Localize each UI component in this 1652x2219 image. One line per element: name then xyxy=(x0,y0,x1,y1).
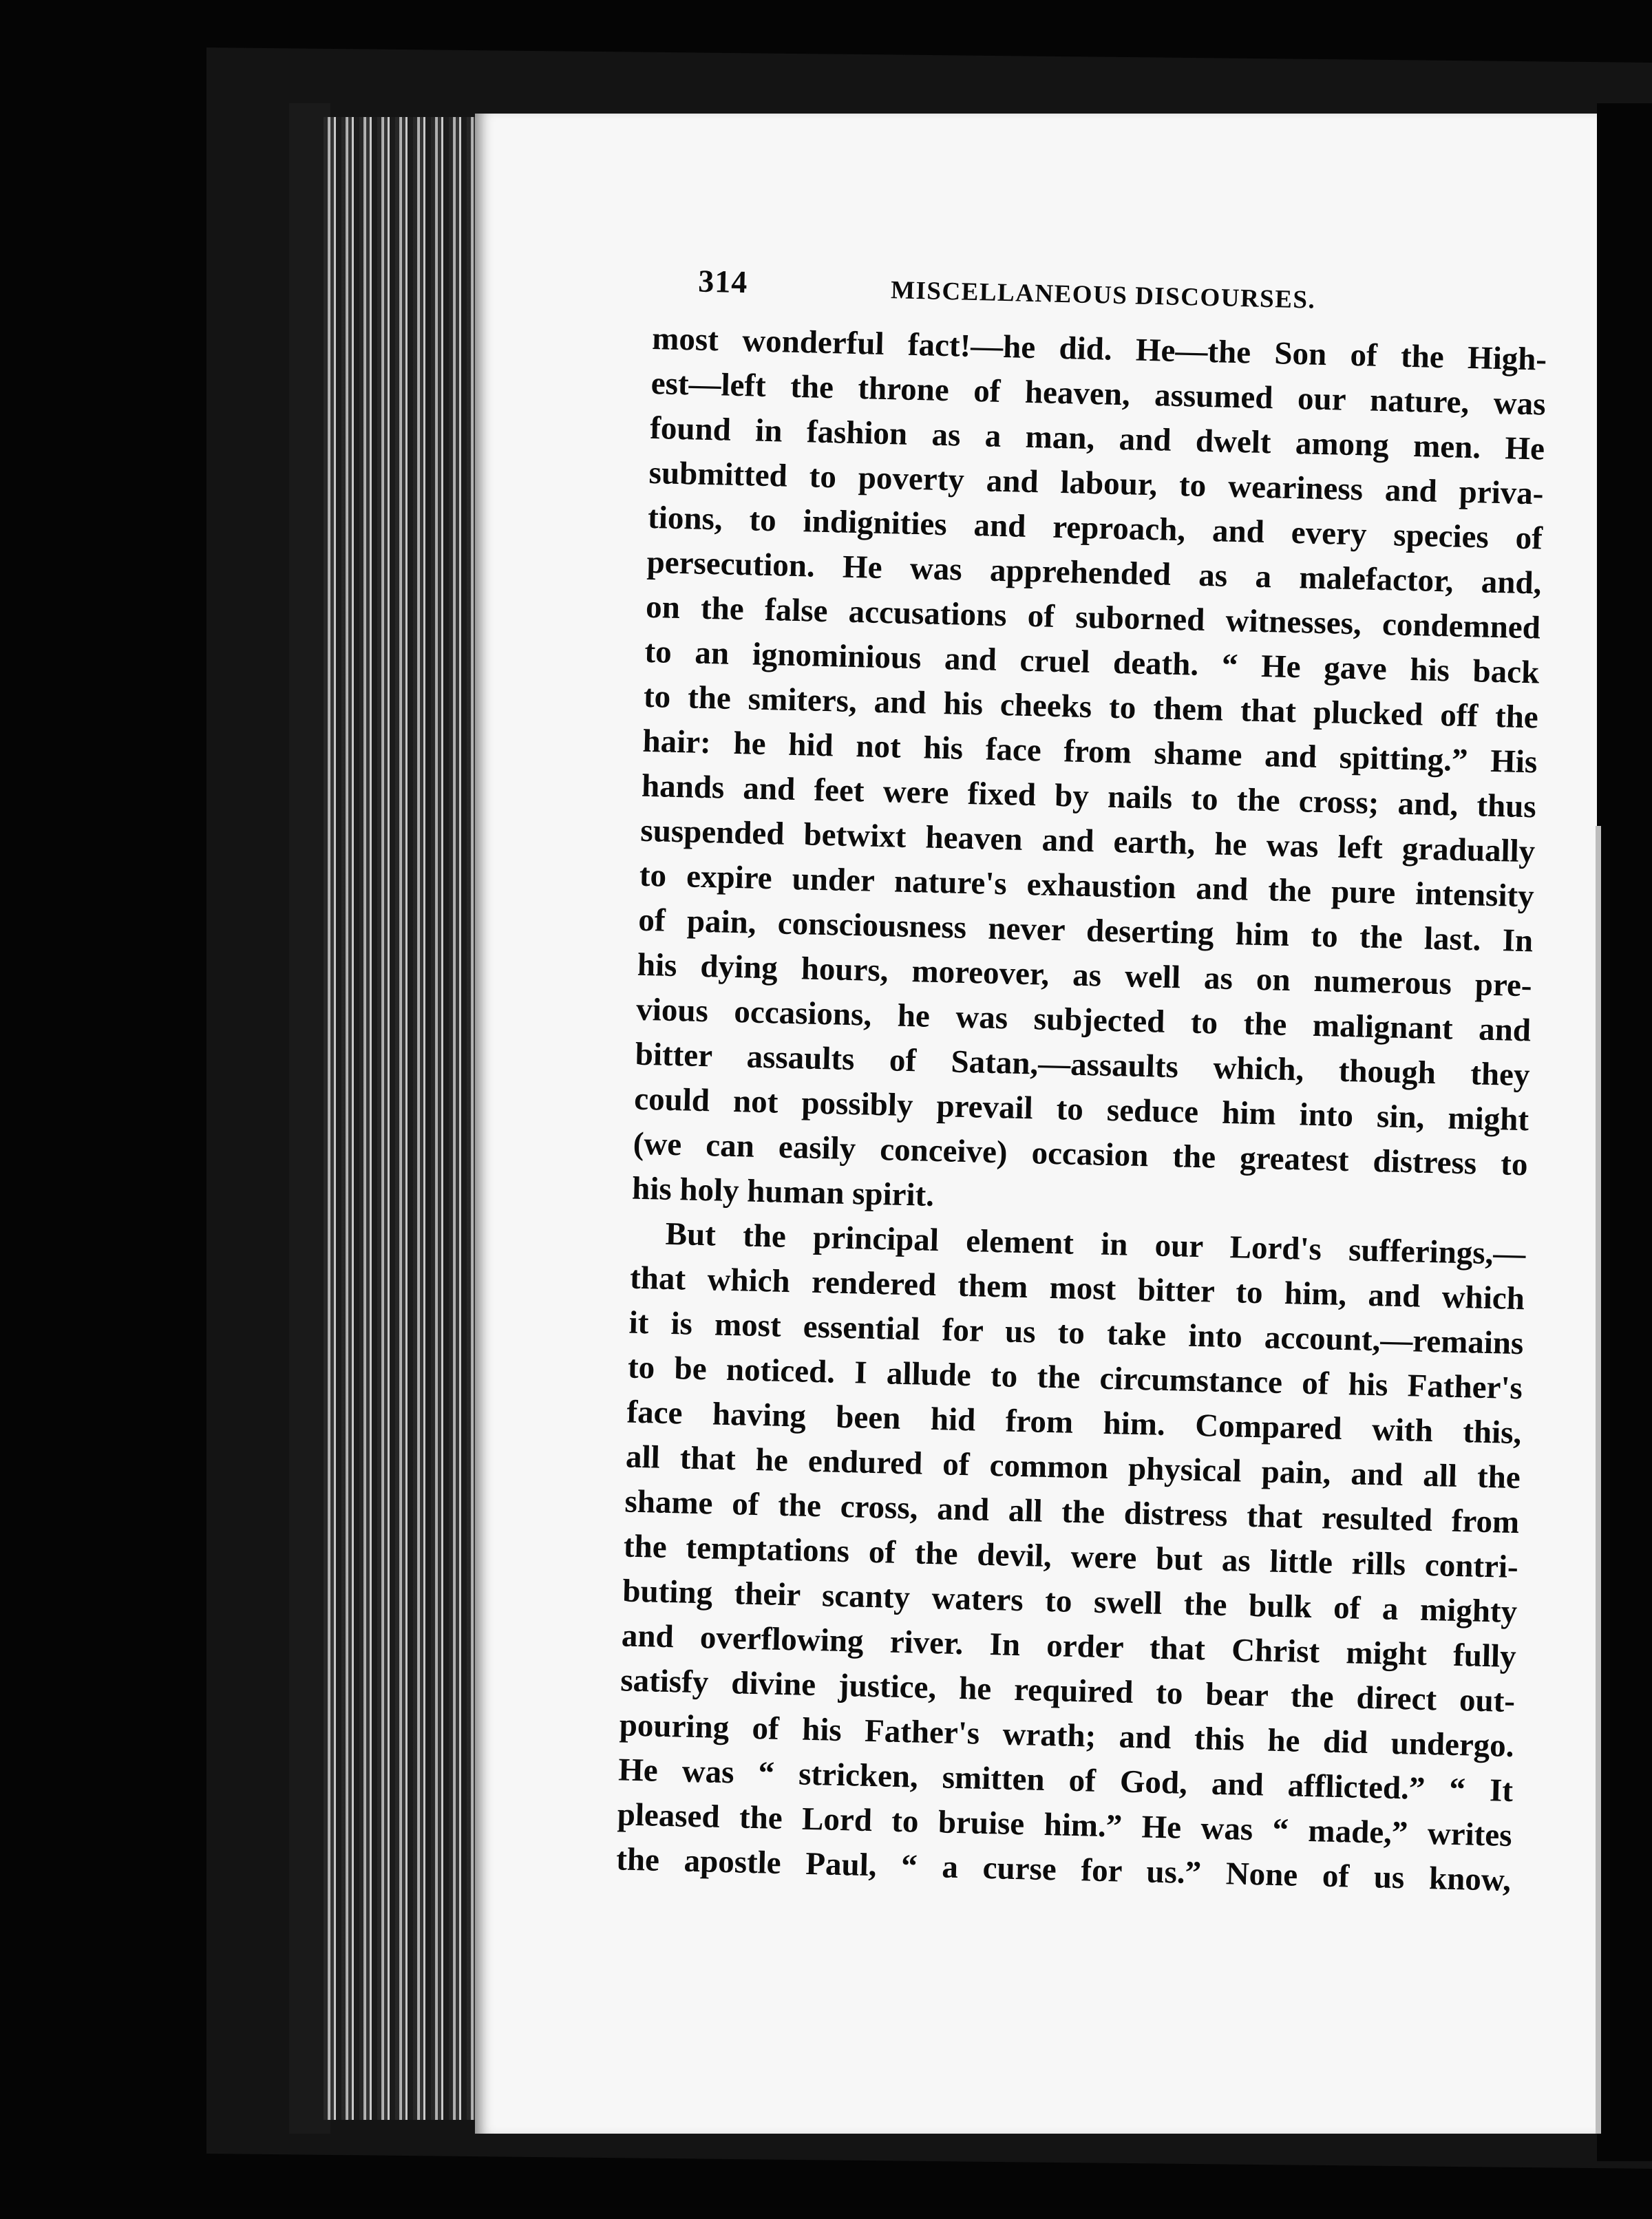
text-line: hair: he hid not his face from shame and spitting.” His xyxy=(642,723,1538,781)
text-line: all that he endured of common physical pain, and all the xyxy=(625,1438,1521,1496)
text-line: face having been hid from him. Compared with this, xyxy=(626,1394,1522,1452)
text-line: est—left the throne of heaven, assumed our nature, was xyxy=(650,365,1547,423)
next-page-edge xyxy=(1596,826,1601,2134)
running-title: MISCELLANEOUS DISCOURSES. xyxy=(890,276,1316,315)
right-gutter-shadow xyxy=(1597,103,1652,2161)
text-line: found in fashion as a man, and dwelt among men. He xyxy=(649,410,1545,467)
text-line: He was “ stricken, smitten of God, and afflicted.” “ It xyxy=(617,1752,1514,1809)
text-line: pouring of his Father's wrath; and this he did undergo. xyxy=(619,1707,1515,1765)
text-line: on the false accusations of suborned witnesses, condemned xyxy=(645,588,1541,646)
text-line: the temptations of the devil, were but as little rills contri- xyxy=(623,1528,1519,1586)
text-line: satisfy divine justice, he required to bear the direct out- xyxy=(620,1662,1516,1720)
page-text-block xyxy=(616,262,1549,1903)
text-line: persecution. He was apprehended as a malefactor, and, xyxy=(646,544,1542,602)
text-line: could not possibly prevail to seduce him into sin, might xyxy=(633,1081,1529,1138)
text-line: his dying hours, moreover, as well as on numerous pre- xyxy=(637,946,1533,1004)
text-line: the apostle Paul, “ a curse for us.” None of us know, xyxy=(615,1841,1512,1898)
text-line: But the principal element in our Lord's sufferings,— xyxy=(665,1215,1526,1273)
stacked-page-edges xyxy=(324,117,482,2120)
text-line: of pain, consciousness never deserting him to the last. In xyxy=(637,902,1534,959)
text-line: bitter assaults of Satan,—assaults which, though they xyxy=(635,1036,1531,1094)
text-line: pleased the Lord to bruise him.” He was “ made,” writes xyxy=(617,1796,1513,1854)
text-line: to an ignominious and cruel death. “ He gave his back xyxy=(644,633,1540,691)
text-line: suspended betwixt heaven and earth, he was left gradually xyxy=(639,812,1536,870)
text-line: shame of the cross, and all the distress that resulted from xyxy=(624,1483,1520,1541)
body-text xyxy=(616,317,1547,1903)
text-line: tions, to indignities and reproach, and every species of xyxy=(647,499,1543,557)
text-line: buting their scanty waters to swell the bulk of a mighty xyxy=(622,1573,1518,1631)
text-line: submitted to poverty and labour, to weariness and priva- xyxy=(648,454,1545,512)
text-line: (we can easily conceive) occasion the greatest distress to xyxy=(633,1125,1529,1183)
text-line: to expire under nature's exhaustion and the pure intensity xyxy=(639,857,1535,915)
text-line: it is most essential for us to take into account,—remains xyxy=(628,1304,1524,1362)
page-number: 314 xyxy=(697,263,748,300)
text-line: to the smiters, and his cheeks to them that plucked off the xyxy=(643,678,1539,736)
text-line: most wonderful fact!—he did. He—the Son of the High- xyxy=(651,320,1547,378)
text-line: to be noticed. I allude to the circumstance of his Father's xyxy=(627,1349,1523,1407)
text-line: and overflowing river. In order that Christ might fully xyxy=(621,1617,1517,1675)
text-line: that which rendered them most bitter to him, and which xyxy=(629,1260,1525,1317)
text-line: vious occasions, he was subjected to the malignant and xyxy=(635,991,1532,1049)
text-line: hands and feet were fixed by nails to the cross; and, thus xyxy=(641,767,1537,825)
text-line: his holy human spirit. xyxy=(631,1170,935,1213)
